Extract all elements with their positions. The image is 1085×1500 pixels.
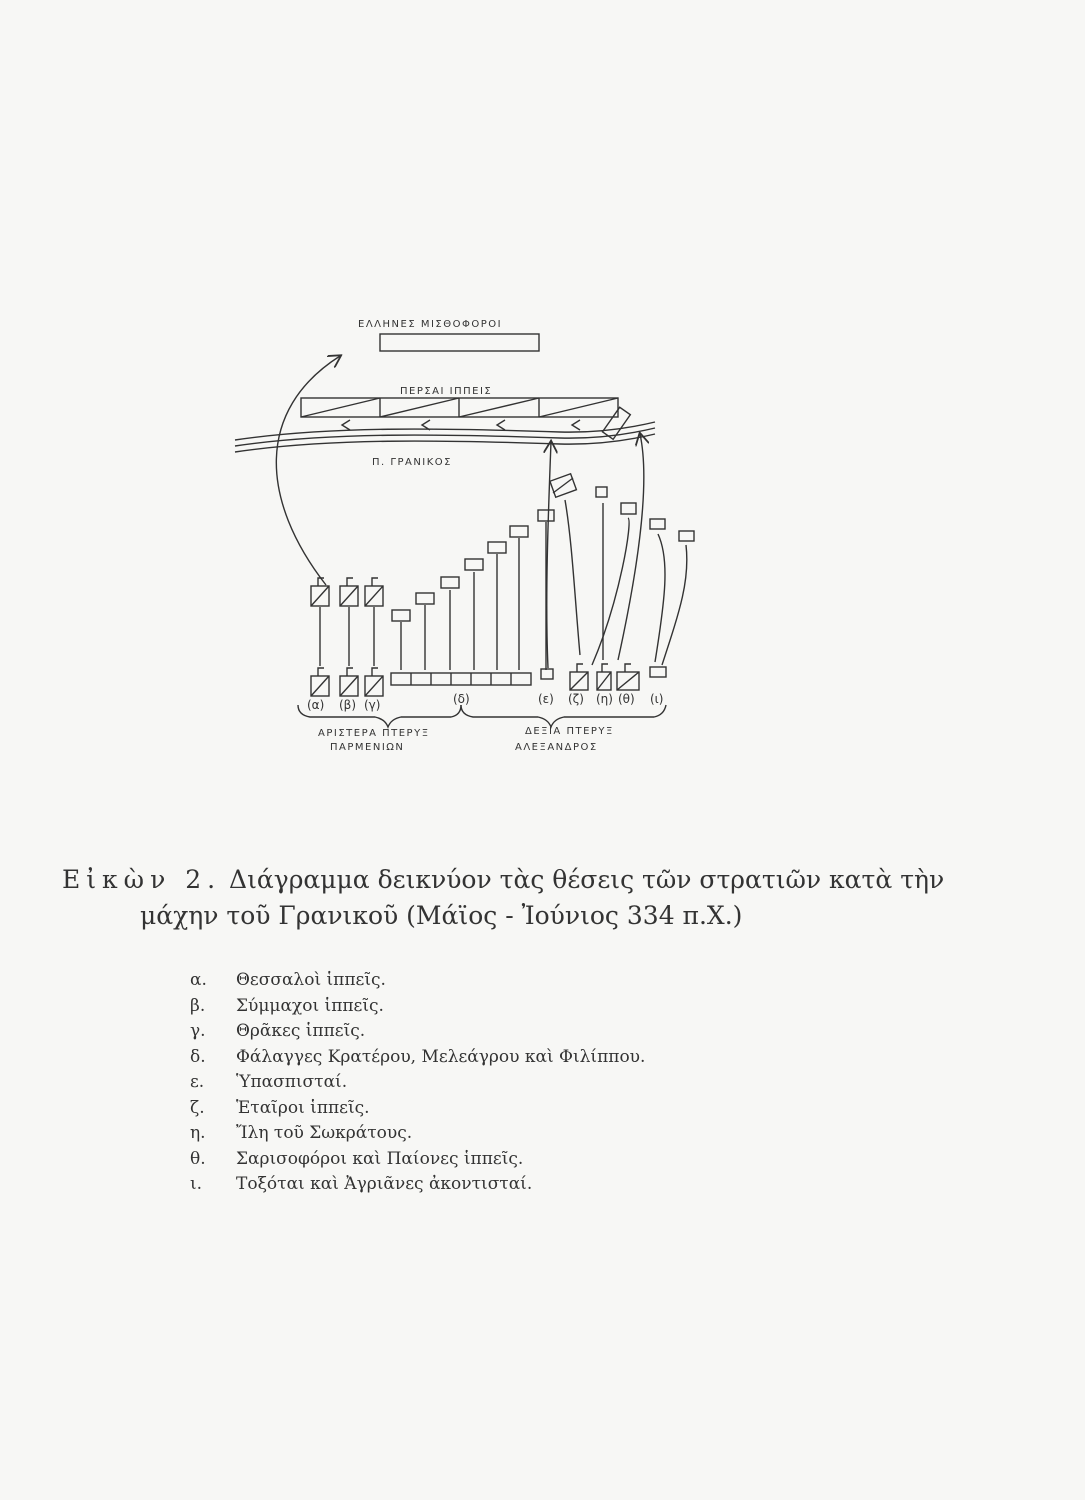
right-wing-commander: ΑΛΕΞΑΝΔΡΟΣ: [515, 742, 598, 753]
unit-label-delta: (δ): [453, 692, 470, 706]
legend-item: [190, 1174, 645, 1200]
legend-item: [190, 970, 645, 996]
caption-label: Εἰκὼν 2.: [62, 865, 222, 894]
right-wing-brace: [461, 705, 666, 727]
legend-text: Θεσσαλοὶ ἱππεῖς.: [236, 970, 386, 990]
legend-text: Σύμμαχοι ἱππεῖς.: [236, 995, 384, 1016]
legend-item: [190, 996, 645, 1022]
legend-key: ε.: [190, 1072, 205, 1092]
unit-label-eta: (η): [596, 692, 613, 706]
legend-key: θ.: [190, 1148, 206, 1169]
legend-text: Ὑπασπισταί.: [236, 1072, 348, 1092]
legend-text: Φάλαγγες Κρατέρου, Μελεάγρου καὶ Φιλίππου.: [236, 1046, 646, 1067]
mercenaries-label: ΕΛΛΗΝΕΣ ΜΙΣΘΟΦΟΡΟΙ: [358, 319, 503, 330]
unit-label-epsilon: (ε): [538, 692, 554, 706]
legend-text: Ἴλη τοῦ Σωκράτους.: [236, 1123, 413, 1143]
legend-key: β.: [190, 995, 206, 1016]
legend-item: [190, 1021, 645, 1047]
unit-label-theta: (θ): [618, 692, 635, 706]
legend-key: ζ.: [190, 1097, 205, 1118]
legend-text: Σαρισοφόροι καὶ Παίονες ἱππεῖς.: [236, 1148, 524, 1169]
right-wing-title: ΔΕΞΙΑ ΠΤΕΡΥΞ: [525, 726, 614, 737]
flank-arrow: [276, 356, 340, 585]
legend-item: [190, 1123, 645, 1149]
legend-item: [190, 1072, 645, 1098]
left-wing-title: ΑΡΙΣΤΕΡΑ ΠΤΕΡΥΞ: [318, 728, 430, 739]
legend-item: [190, 1098, 645, 1124]
legend-text: Τοξόται καὶ Ἀγριᾶνες ἀκοντισταί.: [236, 1174, 533, 1194]
unit-label-iota: (ι): [650, 692, 664, 706]
unit-label-beta: (β): [339, 698, 357, 712]
legend-list: [190, 970, 645, 1200]
river-granicus: [235, 422, 655, 452]
legend-key: γ.: [190, 1021, 206, 1041]
forward-units: [311, 474, 694, 621]
legend-text: Ἑταῖροι ἱππεῖς.: [236, 1097, 370, 1118]
unit-label-alpha: (α): [307, 698, 325, 712]
persian-cavalry-label: ΠΕΡΣΑΙ ΙΠΠΕΙΣ: [400, 386, 493, 397]
unit-label-gamma: (γ): [364, 698, 381, 712]
unit-labels: [307, 692, 663, 712]
caption-line1: Διάγραμμα δεικνύον τὰς θέσεις τῶν στρατιῶν κατὰ τὴν: [229, 865, 945, 894]
legend-item: [190, 1047, 645, 1073]
legend-text: Θρᾶκες ἱππεῖς.: [236, 1021, 366, 1041]
left-wing-commander: ΠΑΡΜΕΝΙΩΝ: [330, 742, 405, 753]
legend-key: ι.: [190, 1174, 203, 1194]
river-label: Π. ΓΡΑΝΙΚΟΣ: [372, 457, 452, 468]
legend-item: [190, 1149, 645, 1175]
caption-line2: μάχην τοῦ Γρανικοῦ (Μάϊος - Ἰούνιος 334 π.Χ.): [140, 901, 743, 930]
legend-key: η.: [190, 1123, 206, 1143]
advance-lines: [320, 434, 687, 670]
figure-caption: [62, 862, 962, 934]
legend-key: α.: [190, 970, 207, 990]
unit-label-zeta: (ζ): [568, 692, 584, 706]
mercenaries-block: [380, 334, 539, 351]
legend-key: δ.: [190, 1046, 206, 1067]
persian-cavalry-line: [301, 398, 630, 439]
